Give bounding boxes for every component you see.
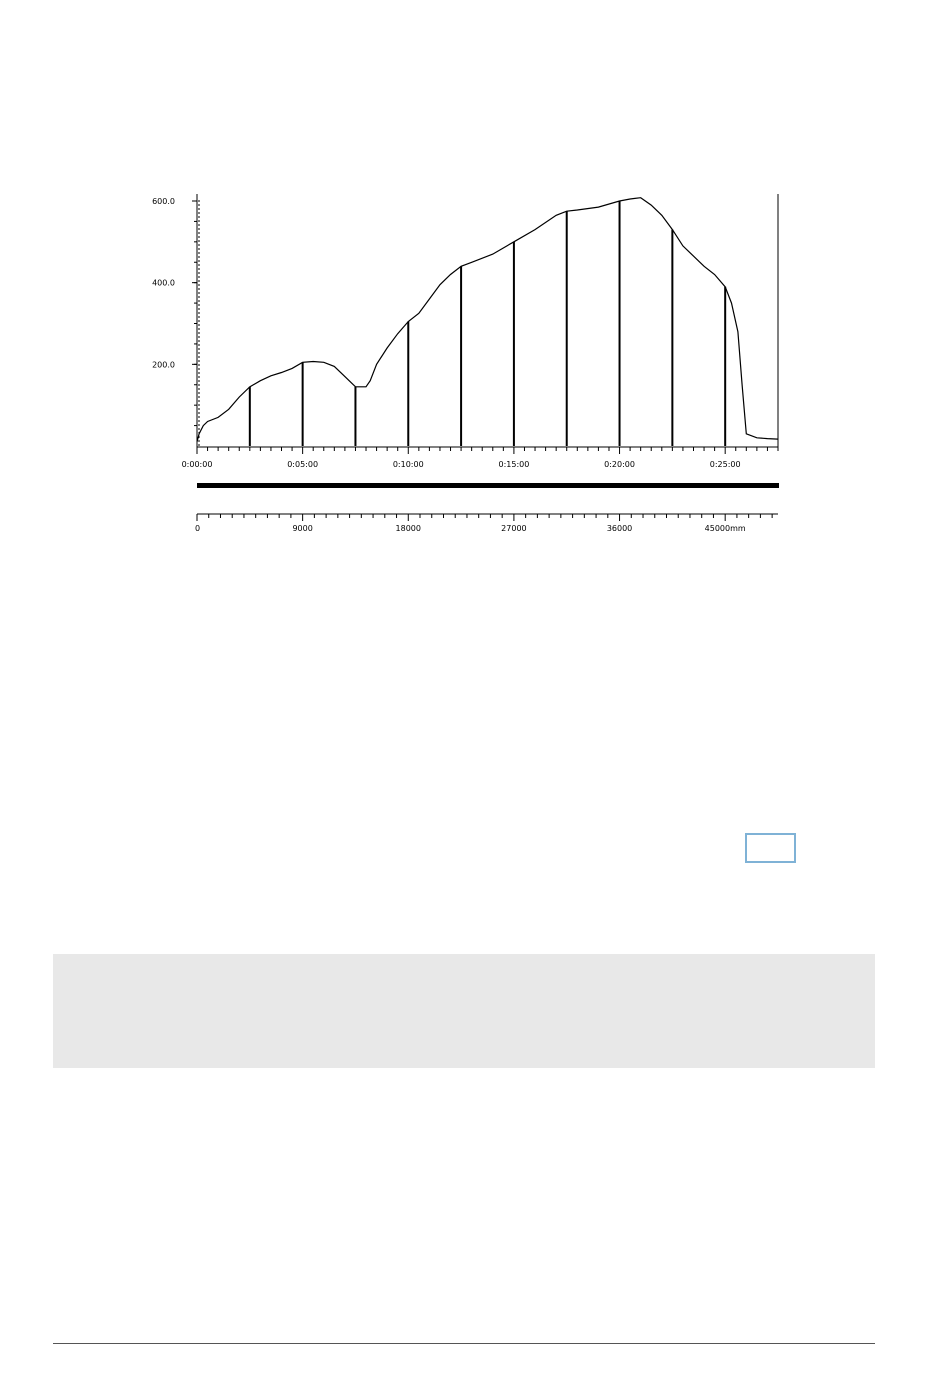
separator-bar [197,483,779,488]
input-box[interactable] [745,833,796,863]
time-tick-label: 0:05:00 [287,460,319,469]
distance-tick-label: 27000 [501,524,527,533]
series-line [197,198,778,442]
chart-axes [192,194,779,521]
distance-tick-label: 9000 [292,524,313,533]
footer-divider [53,1343,875,1344]
distance-tick-label: 36000 [606,524,633,533]
distance-tick-label: 45000mm [704,524,746,533]
y-tick-labels [152,197,175,369]
chart-markers [250,201,725,446]
time-tick-label: 0:15:00 [498,460,530,469]
chart-series [197,198,778,442]
distance-tick-label: 18000 [395,524,421,533]
gray-panel [53,954,875,1068]
time-tick-labels [182,460,741,469]
time-tick-label: 0:10:00 [392,460,424,469]
distance-tick-label: 0 [195,524,201,533]
y-tick-label: 200.0 [152,360,175,370]
y-tick-label: 600.0 [152,197,175,206]
time-tick-label: 0:20:00 [604,460,635,469]
time-tick-label: 0:25:00 [709,460,741,469]
distance-tick-labels [195,524,746,533]
y-tick-label: 400.0 [152,278,175,288]
time-tick-label: 0:00:00 [181,460,213,469]
